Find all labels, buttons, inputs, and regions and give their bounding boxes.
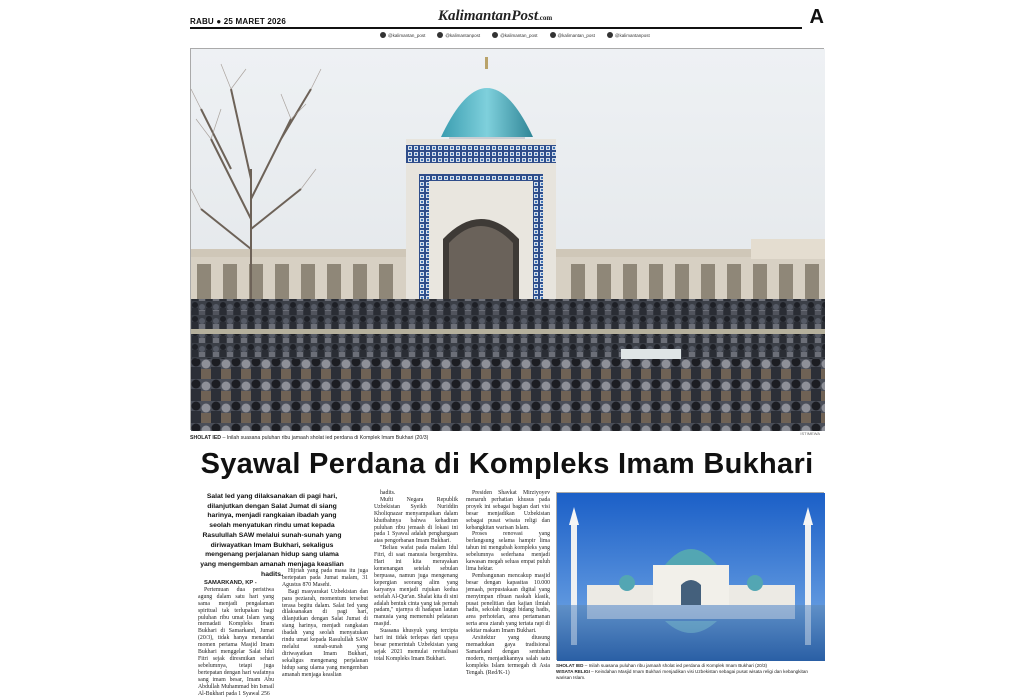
caption-text: – Inilah suasana puluhan ribu jamaah sholat ied perdana di Komplek Imam Bukhari (20/3) [221, 435, 429, 441]
article-paragraph: Bagi masyarakat Uzbekistan dan para peziarah, momentum tersebut terasa begitu dalam. Salat Ied yang dilaksanakan di pagi hari, dilanjutkan dengan Salat Jumat di siang harinya, menjadi rangkaian ibadah yang seolah menyatukan rindu umat kepada Rasulullah SAW melalui sunah-sunah yang diriwayatkan Imam Bukhari, sekaligus mengenang perjalanan hidup sang ulama yang mengemban amanah menjaga keaslian [282, 588, 368, 678]
article-column-3 [374, 490, 458, 663]
side-photo [556, 492, 824, 660]
issue-date: RABU ● 25 MARET 2026 [190, 17, 286, 26]
main-photo [190, 48, 824, 430]
tiktok-icon [380, 32, 386, 38]
caption-text: – Keindahan Masjid Imam Bukhari menjadikan visi Uzbekistan sebagai pusat wisata religi dan kebangkitan warisan Islam. [556, 669, 808, 680]
article-paragraph: Presiden Shavkat Mirziyoyev menaruh perhatian khusus pada proyek ini sebagai bagian dari visi besar menjadikan Uzbekistan sebagai pusat wisata religi dan kebangkitan warisan Islam. [466, 490, 550, 531]
social-item-tiktok: @kalimantan_post [380, 32, 425, 38]
article-column-4 [466, 490, 550, 676]
instagram-icon [437, 32, 443, 38]
logo-domain: .com [538, 14, 553, 22]
dateline: SAMARKAND, KP - [204, 580, 257, 586]
article-column-1 [198, 580, 274, 697]
logo-name: Kalimantan [438, 8, 512, 24]
article-lead: Salat Ied yang dilaksanakan di pagi hari, dilanjutkan dengan Salat Jumat di siang harinya, menjadi rangkaian ibadah yang seolah menyatukan rindu umat kepada Rasulullah SAW melalui sunah-sunah yang diriwayatkan Imam Bukhari, sekaligus mengenang perjalanan hidup sang ulama yang mengemban amanah menjaga keaslian hadits. [200, 493, 344, 578]
caption-text: – Inilah suasana puluhan ribu jamaah sholat ied perdana di Komplek Imam Bukhari (20/3) [583, 663, 768, 668]
caption-label: SHOLAT IED [556, 663, 584, 668]
article-paragraph: Hijriah yang pada masa itu juga bertepatan pada Jumat malam, 31 Agustus 870 Masehi. [282, 568, 368, 588]
social-item-web: @kalimantanpost [607, 32, 650, 38]
social-handles [380, 30, 650, 40]
article-paragraph: Pertemuan dua peristiwa agung dalam satu hari yang sama menjadi pengalaman spiritual tak terlupakan bagi puluhan ribu umat Islam yang memadati Kompleks Imam Bukhari di Samarkand, Jumat (20/3), tidak hanya menandai momen pertama Masjid Imam Bukhari menggelar Salat Idul Fitri sejak diresmikan sehari sebelumnya, tetapi juga bertepatan dengan hari wafatnya sang imam besar, Imam Abu Abdullah Muhammad bin Ismail Al-Bukhari pada 1 Syawal 256 [198, 586, 274, 697]
social-item-facebook: @kalimantan_post [492, 32, 537, 38]
article-paragraph: "Beliau wafat pada malam Idul Fitri, di saat manusia bergembira. Hari ini kita merayakan kemenangan setelah sebulan berpuasa, namun juga mengenang kepergian seorang alim yang karyanya menjadi rujukan kedua setelah Al-Qur'an. Shalat kita di sini adalah bentuk cinta yang tak pernah padam," ujarnya di hadapan lautan manusia yang memenuhi pelataran masjid. [374, 545, 458, 628]
caption-label: WISATA RELIGI [556, 669, 590, 674]
article-paragraph: Mufti Negara Republik Uzbekistan Syeikh Nuriddin Kholiqnazar menyampaikan dalam khutbahnya bahwa kehadiran puluhan ribu jemaah di lokasi ini pada 1 Syawal adalah penghargaan atas pengorbanan Imam Bukhari. [374, 496, 458, 545]
logo-post: Post [511, 8, 539, 24]
caption-label: SHOLAT IED [190, 435, 222, 441]
newspaper-page [190, 6, 824, 697]
masthead [190, 8, 824, 36]
x-icon [550, 32, 556, 38]
section-letter: A [809, 6, 824, 28]
article-paragraph: Proses renovasi yang berlangsung selama hampir lima tahun ini mengubah kompleks yang sebelumnya sederhana menjadi kawasan megah seluas empat puluh lima hektar. [466, 531, 550, 572]
social-item-instagram: @kalimantanpost [437, 32, 480, 38]
article-column-2 [282, 568, 368, 679]
article-headline: Syawal Perdana di Kompleks Imam Bukhari [200, 448, 814, 480]
facebook-icon [492, 32, 498, 38]
side-photo-caption [556, 663, 824, 681]
mosque-crowd-image [191, 49, 825, 431]
social-item-x: @kalimantan_post [550, 32, 595, 38]
article-paragraph: Pembangunan mencakup masjid besar dengan kapasitas 10.000 jemaah, perpustakaan digital yang menyimpan ribuan naskah klasik, pusat penelitian dan kajian ilmiah hadis, sekolah tinggi bidang hadis, area perhotelan, area pertamanan serta area ziarah yang tertata rapi di sekitar makam Imam Bukhari. [466, 572, 550, 635]
web-icon [607, 32, 613, 38]
main-photo-caption [190, 435, 428, 441]
masthead-rule [190, 27, 802, 29]
article-paragraph: Arsitektur yang diusung memadukan gaya tradisional Samarkand dengan sentuhan modern, menjadikannya salah satu kompleks Islam termegah di Asia Tengah. (Red/K-1) [466, 635, 550, 676]
photo-credit: ISTIMEWA [800, 431, 820, 436]
mosque-reflection-image [557, 493, 825, 661]
newspaper-logo [438, 8, 552, 25]
article-paragraph: Suasana khusyuk yang tercipta hari ini tidak terlepas dari upaya besar pemerintah Uzbekistan yang sejak 2021 memulai revitalisasi total Kompleks Imam Bukhari. [374, 628, 458, 662]
article-paragraph: hadits. [380, 490, 396, 496]
